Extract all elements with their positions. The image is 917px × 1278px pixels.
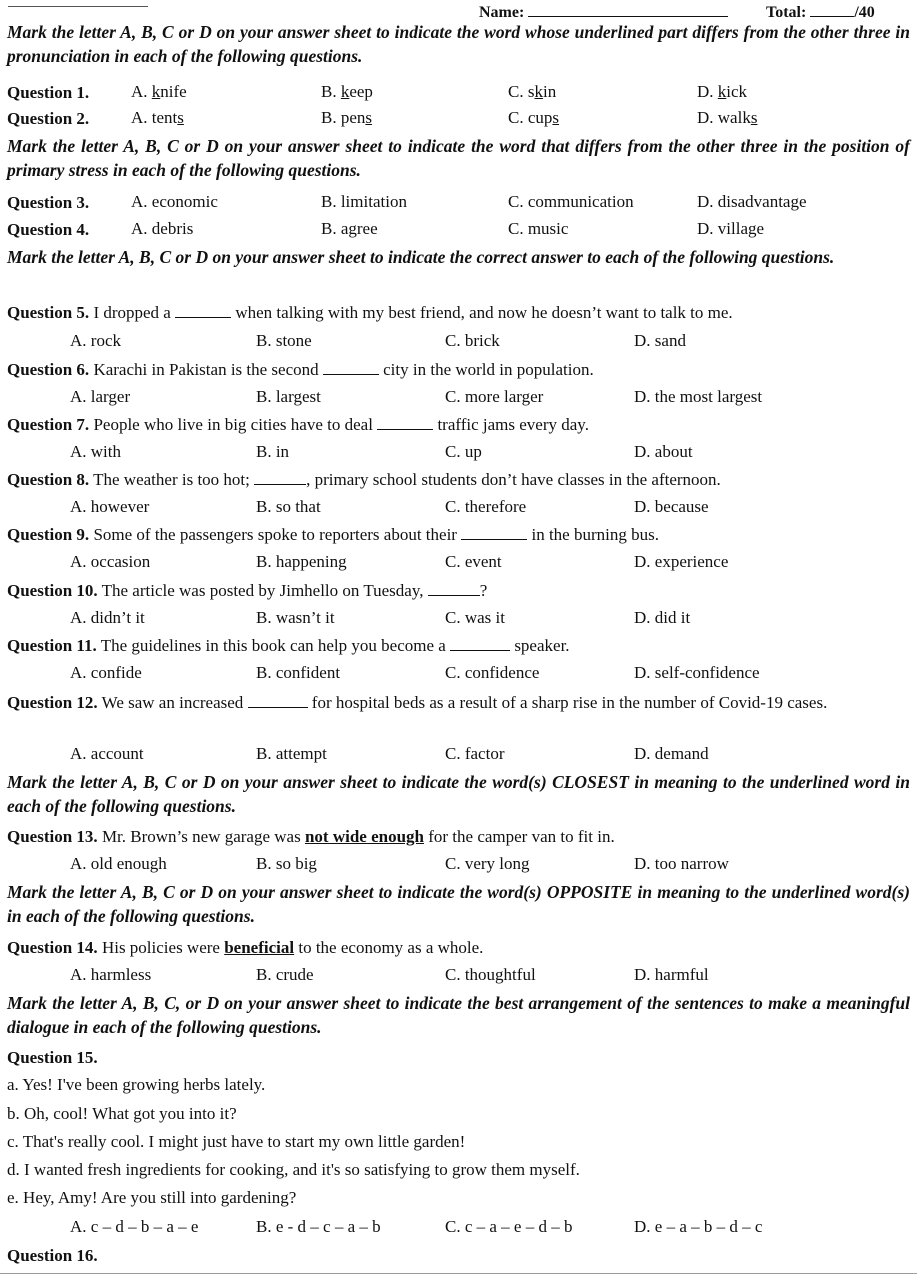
q13-option-d: D. too narrow: [634, 854, 729, 873]
q12-option-b: B. attempt: [256, 744, 327, 763]
q15-option-a: A. c – d – b – a – e: [70, 1217, 199, 1236]
q13-option-a: A. old enough: [70, 854, 167, 873]
q10-option-b: B. wasn’t it: [256, 608, 335, 627]
q1-option-a: A. knife: [131, 82, 187, 101]
question-5: Question 5. I dropped a when talking with my best friend, and now he doesn’t want to talk to me.: [7, 303, 733, 322]
instruction-arrangement: Mark the letter A, B, C, or D on your answer sheet to indicate the best arrangement of the sentences to make a meaningful dialogue in each of the following questions.: [7, 993, 910, 1037]
q6-option-c: C. more larger: [445, 387, 544, 406]
header: [0, 0, 917, 22]
question-2: Question 2.: [7, 109, 90, 128]
q15-option-c: C. c – a – e – d – b: [445, 1217, 573, 1236]
q10-option-a: A. didn’t it: [70, 608, 145, 627]
q1-option-c: C. skin: [508, 82, 557, 101]
q5-option-a: A. rock: [70, 331, 121, 350]
question-1: Question 1.: [7, 83, 90, 102]
q4-option-b: B. agree: [321, 219, 378, 238]
q11-option-d: D. self-confidence: [634, 663, 760, 682]
q7-option-d: D. about: [634, 442, 693, 461]
q8-option-a: A. however: [70, 497, 150, 516]
bottom-rule: [0, 1273, 917, 1274]
question-13: Question 13. Mr. Brown’s new garage was not wide enough for the camper van to fit in.: [7, 827, 615, 846]
dialogue-line-e: e. Hey, Amy! Are you still into gardening?: [7, 1188, 297, 1207]
q5-option-c: C. brick: [445, 331, 500, 350]
name-field: Name:: [479, 2, 728, 22]
q3-option-c: C. communication: [508, 192, 634, 211]
q2-option-d: D. walks: [697, 108, 758, 127]
q7-option-c: C. up: [445, 442, 482, 461]
q4-option-a: A. debris: [131, 219, 194, 238]
q2-option-a: A. tents: [131, 108, 184, 127]
q12-option-c: C. factor: [445, 744, 505, 763]
q7-option-a: A. with: [70, 442, 121, 461]
instruction-pronunciation: Mark the letter A, B, C or D on your answer sheet to indicate the word whose underlined part differs from the other three in pronunciation in each of the following questions.: [7, 22, 910, 66]
q9-option-b: B. happening: [256, 552, 347, 571]
q2-option-c: C. cups: [508, 108, 560, 127]
q10-option-c: C. was it: [445, 608, 505, 627]
q11-option-a: A. confide: [70, 663, 142, 682]
q6-option-a: A. larger: [70, 387, 131, 406]
question-6: Question 6. Karachi in Pakistan is the second city in the world in population.: [7, 360, 594, 379]
question-11: Question 11. The guidelines in this book can help you become a speaker.: [7, 636, 570, 655]
q6-option-b: B. largest: [256, 387, 321, 406]
q9-option-c: C. event: [445, 552, 502, 571]
question-8: Question 8. The weather is too hot; , primary school students don’t have classes in the afternoon.: [7, 470, 721, 489]
q8-option-c: C. therefore: [445, 497, 527, 516]
question-4: Question 4.: [7, 220, 90, 239]
total-field: Total: /40: [766, 4, 875, 21]
question-16: Question 16.: [7, 1246, 98, 1265]
q3-option-a: A. economic: [131, 192, 218, 211]
dialogue-line-a: a. Yes! I've been growing herbs lately.: [7, 1075, 266, 1094]
dialogue-line-b: b. Oh, cool! What got you into it?: [7, 1104, 237, 1123]
q1-option-d: D. kick: [697, 82, 748, 101]
q5-option-d: D. sand: [634, 331, 686, 350]
question-12: Question 12. We saw an increased for hospital beds as a result of a sharp rise in the number of Covid-19 cases.: [7, 693, 828, 712]
q9-option-a: A. occasion: [70, 552, 151, 571]
q9-option-d: D. experience: [634, 552, 729, 571]
q6-option-d: D. the most largest: [634, 387, 763, 406]
question-9: Question 9. Some of the passengers spoke to reporters about their in the burning bus.: [7, 525, 659, 544]
q13-option-b: B. so big: [256, 854, 317, 873]
q8-option-b: B. so that: [256, 497, 321, 516]
instruction-opposite: Mark the letter A, B, C or D on your answer sheet to indicate the word(s) OPPOSITE in meaning to the underlined word(s) in each of the following questions.: [7, 882, 910, 926]
q13-option-c: C. very long: [445, 854, 530, 873]
q11-option-c: C. confidence: [445, 663, 540, 682]
q10-option-d: D. did it: [634, 608, 691, 627]
dialogue-line-d: d. I wanted fresh ingredients for cooking, and it's so satisfying to grow them myself.: [7, 1160, 580, 1179]
question-10: Question 10. The article was posted by Jimhello on Tuesday, ?: [7, 581, 488, 600]
q8-option-d: D. because: [634, 497, 709, 516]
q5-option-b: B. stone: [256, 331, 312, 350]
q1-option-b: B. keep: [321, 82, 373, 101]
q15-option-d: D. e – a – b – d – c: [634, 1217, 763, 1236]
question-14: Question 14. His policies were beneficial to the economy as a whole.: [7, 938, 484, 957]
q4-option-c: C. music: [508, 219, 569, 238]
q3-option-b: B. limitation: [321, 192, 407, 211]
q4-option-d: D. village: [697, 219, 765, 238]
question-3: Question 3.: [7, 193, 90, 212]
q11-option-b: B. confident: [256, 663, 341, 682]
q14-option-c: C. thoughtful: [445, 965, 536, 984]
dialogue-line-c: c. That's really cool. I might just have to start my own little garden!: [7, 1132, 466, 1151]
q15-option-b: B. e - d – c – a – b: [256, 1217, 381, 1236]
q7-option-b: B. in: [256, 442, 290, 461]
q14-option-b: B. crude: [256, 965, 314, 984]
q12-option-d: D. demand: [634, 744, 709, 763]
instruction-correct-answer: Mark the letter A, B, C or D on your answer sheet to indicate the correct answer to each of the following questions.: [7, 247, 835, 267]
question-7: Question 7. People who live in big cities have to deal traffic jams every day.: [7, 415, 589, 434]
q14-option-d: D. harmful: [634, 965, 709, 984]
q3-option-d: D. disadvantage: [697, 192, 807, 211]
question-15: Question 15.: [7, 1048, 98, 1067]
q12-option-a: A. account: [70, 744, 144, 763]
q2-option-b: B. pens: [321, 108, 373, 127]
instruction-stress: Mark the letter A, B, C or D on your answer sheet to indicate the word that differs from the other three in the position of primary stress in each of the following questions.: [7, 136, 910, 180]
instruction-closest: Mark the letter A, B, C or D on your answer sheet to indicate the word(s) CLOSEST in meaning to the underlined word in each of the following questions.: [7, 772, 910, 816]
q14-option-a: A. harmless: [70, 965, 152, 984]
